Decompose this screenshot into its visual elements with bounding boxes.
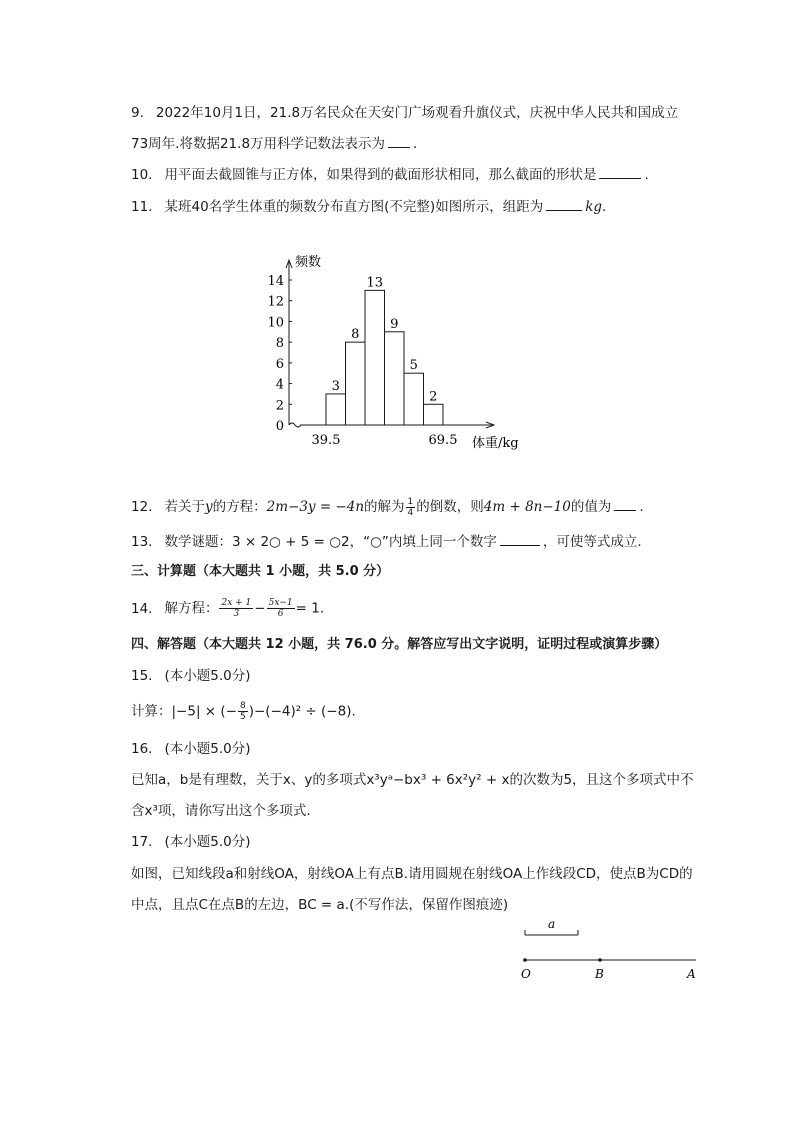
y-tick-label: 2: [275, 398, 284, 414]
question-number: 10.: [131, 167, 153, 183]
variable: y: [204, 499, 213, 515]
question-number: 15.: [131, 668, 153, 684]
x-end-label: 69.5: [428, 433, 458, 448]
point-b: [598, 958, 602, 962]
question-number: 12.: [131, 499, 153, 515]
question-text: 数学谜题：3 × 2○ + 5 = ○2，“○”内填上同一个数字: [164, 534, 497, 550]
bar-value-label: 5: [409, 358, 418, 374]
question-number: 14.: [131, 600, 153, 617]
bar-value-label: 8: [351, 327, 360, 343]
bar-value-label: 13: [366, 275, 384, 291]
section-heading-3: 三、计算题（本大题共 1 小题，共 5.0 分）: [131, 564, 390, 579]
question-text: 的倒数，则: [416, 499, 484, 515]
question-end: .: [413, 136, 418, 152]
x-start-label: 39.5: [311, 433, 341, 448]
question-text: 的方程：: [212, 499, 267, 515]
point-a-label: A: [687, 967, 696, 981]
y-axis-label: 频数: [295, 255, 322, 270]
histogram-chart: [0, 0, 794, 470]
question-text: 73周年.将数据21.8万用科学记数法表示为: [131, 136, 386, 152]
unit-text: kg: [585, 199, 603, 215]
question-score: (本小题5.0分): [164, 668, 251, 684]
question-number: 16.: [131, 741, 153, 757]
expression: 4m + 8n−10: [483, 499, 571, 515]
answer-blank[interactable]: [500, 531, 540, 546]
y-tick-label: 12: [267, 294, 284, 310]
y-tick-label: 0: [275, 419, 284, 434]
y-tick-label: 8: [275, 336, 284, 352]
question-17-line-2: 中点，且点C在点B的左边，BC = a.(不写作法，保留作图痕迹): [131, 897, 509, 913]
question-text: = 1.: [295, 600, 325, 617]
question-text: 的解为: [364, 499, 405, 515]
section-heading-4: 四、解答题（本大题共 12 小题，共 76.0 分。解答应写出文字说明，证明过程或演算步骤）: [131, 637, 668, 652]
question-score: (本小题5.0分): [164, 834, 251, 850]
question-text: 若关于: [164, 499, 205, 515]
histogram-bar: [365, 290, 385, 425]
question-text: )−(−4)² ÷ (−8).: [248, 703, 356, 720]
question-text: 用平面去截圆锥与正方体，如果得到的截面形状相同，那么截面的形状是: [164, 167, 597, 183]
question-17-line-1: 如图，已知线段a和射线OA，射线OA上有点B.请用圆规在射线OA上作线段CD，使点B为CD的: [131, 866, 693, 882]
question-12: [131, 496, 644, 518]
question-score: (本小题5.0分): [164, 741, 251, 757]
y-tick-label: 6: [275, 356, 284, 372]
bar-value-label: 9: [390, 316, 399, 332]
question-number: 9.: [131, 105, 144, 121]
equation: 2m−3y = −4n: [266, 499, 365, 515]
bar-value-label: 2: [429, 389, 438, 405]
histogram-bar: [385, 332, 405, 425]
question-number: 11.: [131, 199, 153, 215]
question-text: 2022年10月1日，21.8万名民众在天安门广场观看升旗仪式，庆祝中华人民共和国成立: [155, 105, 679, 121]
segment-a-label: a: [548, 917, 556, 931]
segment-ray-figure: [500, 910, 720, 990]
question-text: 的值为: [570, 499, 612, 515]
question-15-header: [131, 666, 251, 686]
x-axis-break-mark: [289, 423, 301, 427]
bar-value-label: 3: [331, 378, 340, 394]
point-b-label: B: [595, 967, 604, 981]
question-text: 计算：|−5| × (−: [131, 703, 237, 720]
y-tick-label: 14: [267, 274, 284, 289]
question-text: ，可使等式成立.: [542, 534, 642, 550]
fraction: $\frac{5x-1}{6}$: [268, 598, 293, 619]
question-16-header: [131, 739, 251, 759]
question-number: 13.: [131, 534, 153, 550]
answer-blank[interactable]: [614, 496, 636, 511]
question-end: .: [639, 499, 644, 515]
question-text: 解方程：: [164, 600, 219, 617]
fraction: $\frac{2x + 1}{3}$: [221, 598, 252, 619]
y-tick-label: 4: [275, 377, 284, 393]
histogram-bar: [346, 342, 366, 425]
question-number: 17.: [131, 834, 153, 850]
histogram-bar: [404, 373, 424, 425]
fraction: $\frac{8}{5}$: [239, 701, 246, 722]
question-16-line-2: 含x³项，请你写出这个多项式.: [131, 803, 311, 819]
histogram-bar: [424, 404, 444, 425]
question-end: .: [602, 199, 607, 215]
x-axis-label: 体重/kg: [472, 436, 519, 451]
question-text: 某班40名学生体重的频数分布直方图(不完整)如图所示，组距为: [164, 199, 544, 215]
question-14: [131, 598, 324, 619]
point-o: [523, 958, 527, 962]
question-16-line-1: 已知a，b是有理数，关于x、y的多项式x³yᵃ−bx³ + 6x²y² + x的次数为5，且这个多项式中不: [131, 772, 694, 788]
question-13: [131, 531, 642, 552]
y-tick-label: 10: [267, 315, 284, 331]
fraction: $\frac{1}{4}$: [407, 496, 414, 518]
operator: −: [254, 600, 266, 617]
question-15-body: [131, 701, 356, 722]
point-o-label: O: [521, 967, 531, 981]
question-end: .: [644, 167, 649, 183]
question-17-header: [131, 832, 251, 852]
histogram-bar: [326, 394, 346, 425]
